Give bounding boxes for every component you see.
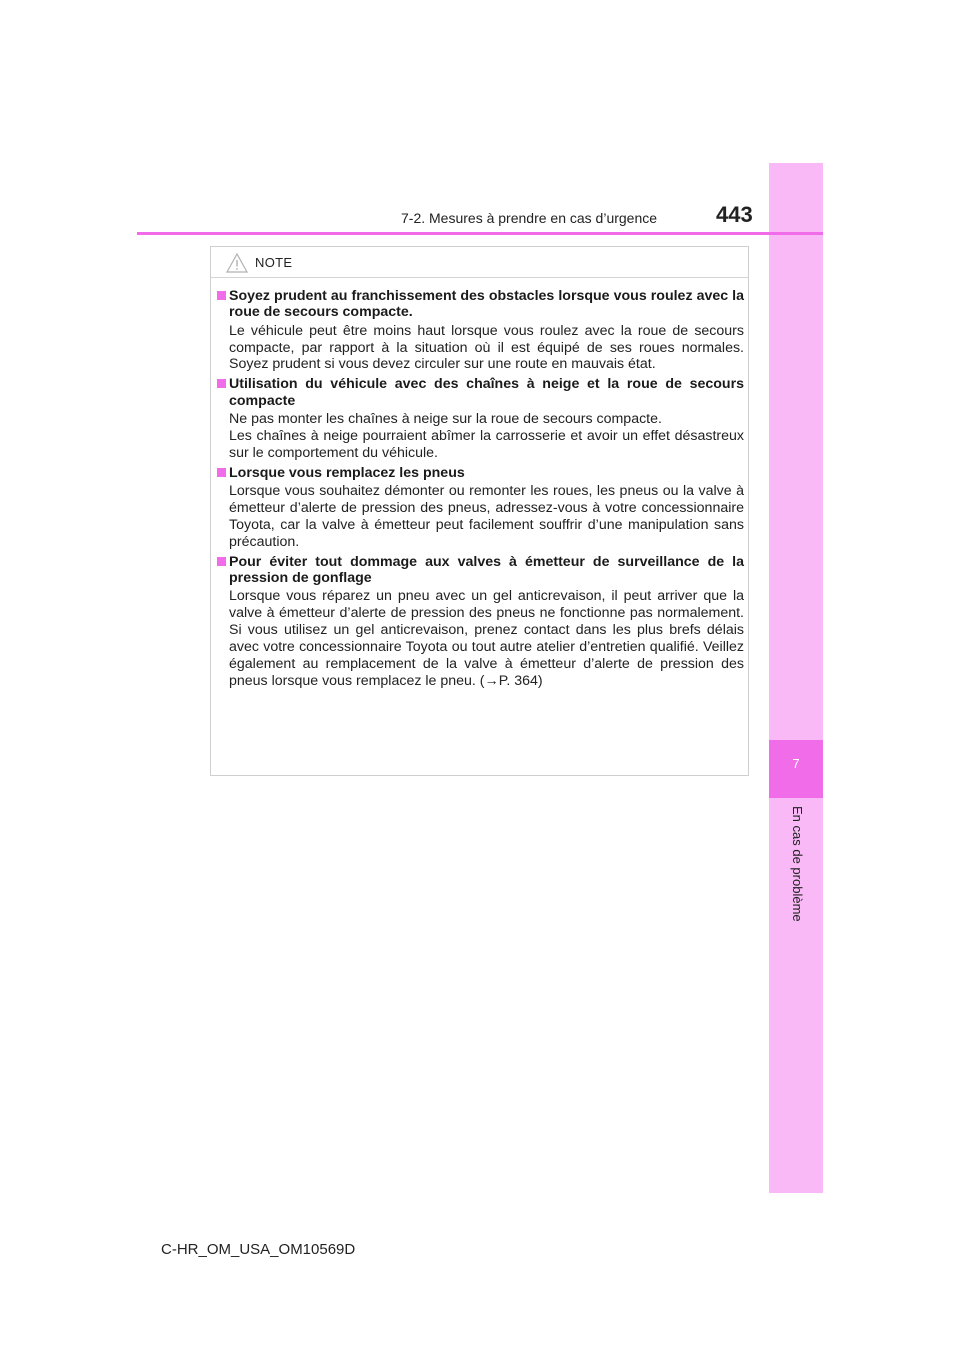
note-paragraph: Lorsque vous souhaitez démonter ou remonter les roues, les pneus ou la valve à émetteur d’alerte de pression des pneus, adressez-vous à votre concessionnaire Toyota, car la valve à émetteur peut facilement souffrir d’une manipulation sans précaution. [229,482,744,550]
note-label: NOTE [255,255,293,270]
note-section [217,554,744,690]
note-section-title: Lorsque vous remplacez les pneus [217,465,744,481]
note-section-title: Utilisation du véhicule avec des chaînes à neige et la roue de secours compacte [217,376,744,409]
note-section-title: Soyez prudent au franchissement des obstacles lorsque vous roulez avec la roue de secours compacte. [217,288,744,321]
chapter-number: 7 [792,756,800,771]
page-number: 443 [716,202,753,227]
note-paragraph: Ne pas monter les chaînes à neige sur la roue de secours compacte. [229,410,662,427]
note-paragraph: Lorsque vous réparez un pneu avec un gel anticrevaison, il peut arriver que la valve à émetteur d’alerte de pression des pneus ne fonctionne pas normalement. Si vous utilisez un gel anticrevaison, prenez contact dans les plus brefs délais avec votre concessionnaire Toyota ou tout autre atelier d’entretien qualifié. Veillez également au remplacement de la valve à émetteur d’alerte de pression des pneus lorsque vous remplacez le pneu. (→P. 364) [229,588,744,689]
note-section-body [217,323,744,374]
note-box [210,246,749,776]
section-heading: 7-2. Mesures à prendre en cas d’urgence [401,210,658,226]
note-header [211,247,748,278]
document-code: C-HR_OM_USA_OM10569D [161,1241,356,1258]
chapter-label: En cas de problème [790,806,805,922]
header-rule [137,232,823,235]
note-section-body [217,588,744,689]
note-paragraph: Le véhicule peut être moins haut lorsque vous roulez avec la roue de secours compacte, par rapport à la situation où il est équipé de ses roues normales. Soyez prudent si vous devez circuler sur une route en mauvais état. [229,322,744,373]
note-section [217,465,744,551]
note-section [217,376,744,461]
note-section [217,288,744,373]
note-body [217,288,744,693]
note-section-title: Pour éviter tout dommage aux valves à émetteur de surveillance de la pression de gonflage [217,554,744,587]
note-section-body [217,483,744,551]
note-section-body [217,411,744,462]
chapter-side-tab [769,163,823,1193]
note-paragraph: Les chaînes à neige pourraient abîmer la carrosserie et avoir un effet désastreux sur le comportement du véhicule. [229,427,744,461]
warning-triangle-icon [226,253,248,273]
